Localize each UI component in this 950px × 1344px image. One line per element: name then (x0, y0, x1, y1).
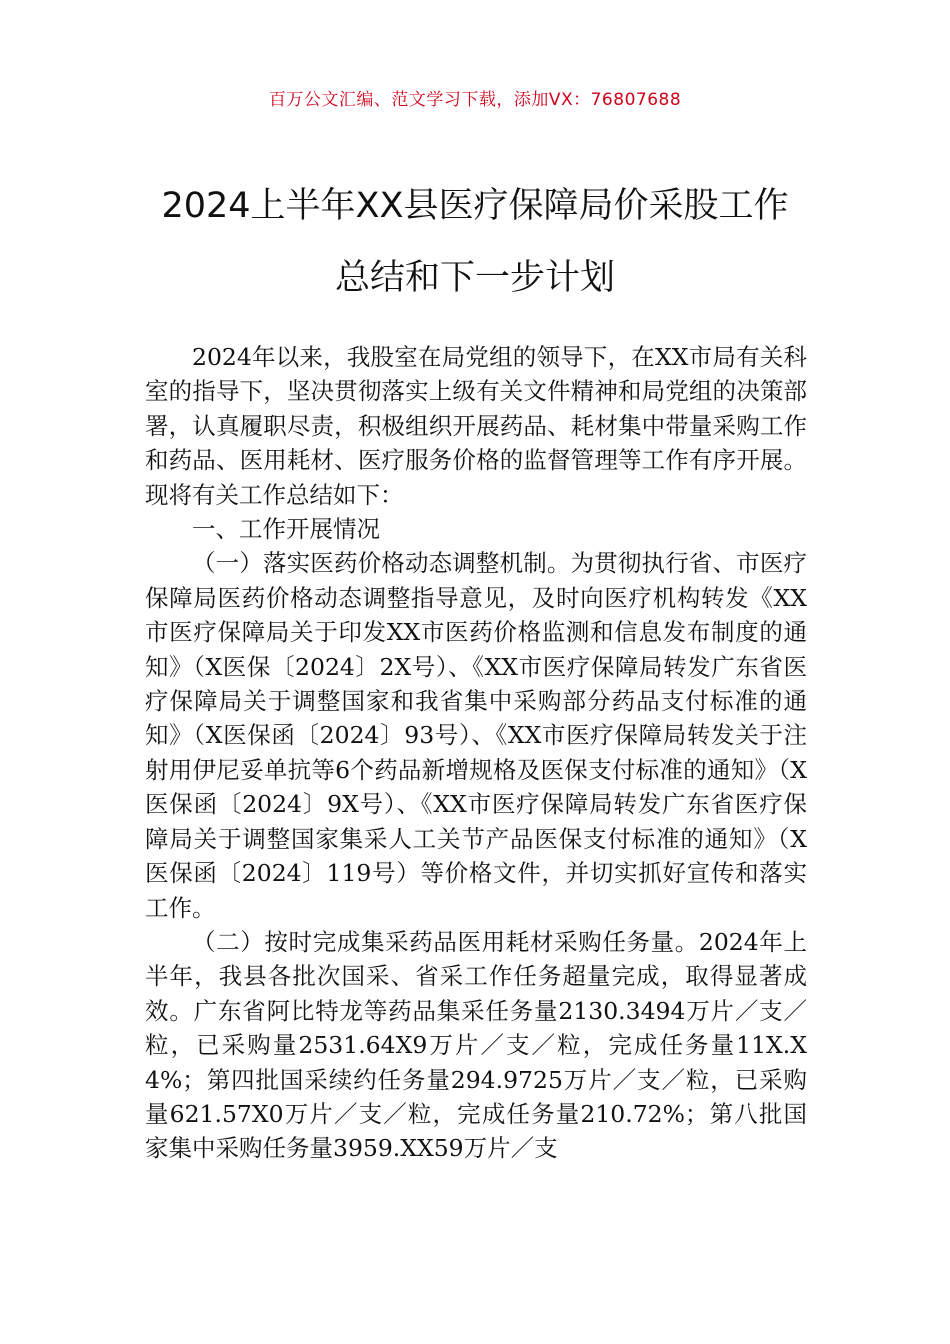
document-title-line-2: 总结和下一步计划 (334, 258, 615, 298)
document-title-line-1: 2024上半年XX县医疗保障局价采股工作 (161, 186, 789, 226)
paragraph-price-adjustment: （一）落实医药价格动态调整机制。为贯彻执行省、市医疗保障局医药价格动态调整指导意见，及时向医疗机构转发《XX市医疗保障局关于印发XX市医药价格监测和信息发布制度的通知》（X医保〔2024〕2X号）、《XX市医疗保障局转发广东省医疗保障局关于调整国家和我省集中采购部分药品支付标准的通知》（X医保函〔2024〕93号）、《XX市医疗保障局转发关于注射用伊尼妥单抗等6个药品新增规格及医保支付标准的通知》（X医保函〔2024〕9X号）、《XX市医疗保障局转发广东省医疗保障局关于调整国家集采人工关节产品医保支付标准的通知》（X医保函〔2024〕119号）等价格文件，并切实抓好宣传和落实工作。 (145, 549, 807, 922)
paragraph-procurement-tasks: （二）按时完成集采药品医用耗材采购任务量。2024年上半年，我县各批次国采、省采工作任务超量完成，取得显著成效。广东省阿比特龙等药品集采任务量2130.3494万片／支／粒，已采购量2531.64X9万片／支／粒，完成任务量11X.X4%；第四批国采续约任务量294.9725万片／支／粒，已采购量621.57X0万片／支／粒，完成任务量210.72%；第八批国家集中采购任务量3959.XX59万片／支 (145, 927, 807, 1163)
header-note: 百万公文汇编、范文学习下载，添加VX：76807688 (268, 90, 682, 110)
intro-paragraph: 2024年以来，我股室在局党组的领导下，在XX市局有关科室的指导下，坚决贯彻落实上级有关文件精神和局党组的决策部署，认真履职尽责，积极组织开展药品、耗材集中带量采购工作和药品、医用耗材、医疗服务价格的监督管理等工作有序开展。现将有关工作总结如下： (145, 343, 807, 509)
section-heading: 一、工作开展情况 (192, 515, 380, 544)
document-body (145, 340, 807, 1166)
